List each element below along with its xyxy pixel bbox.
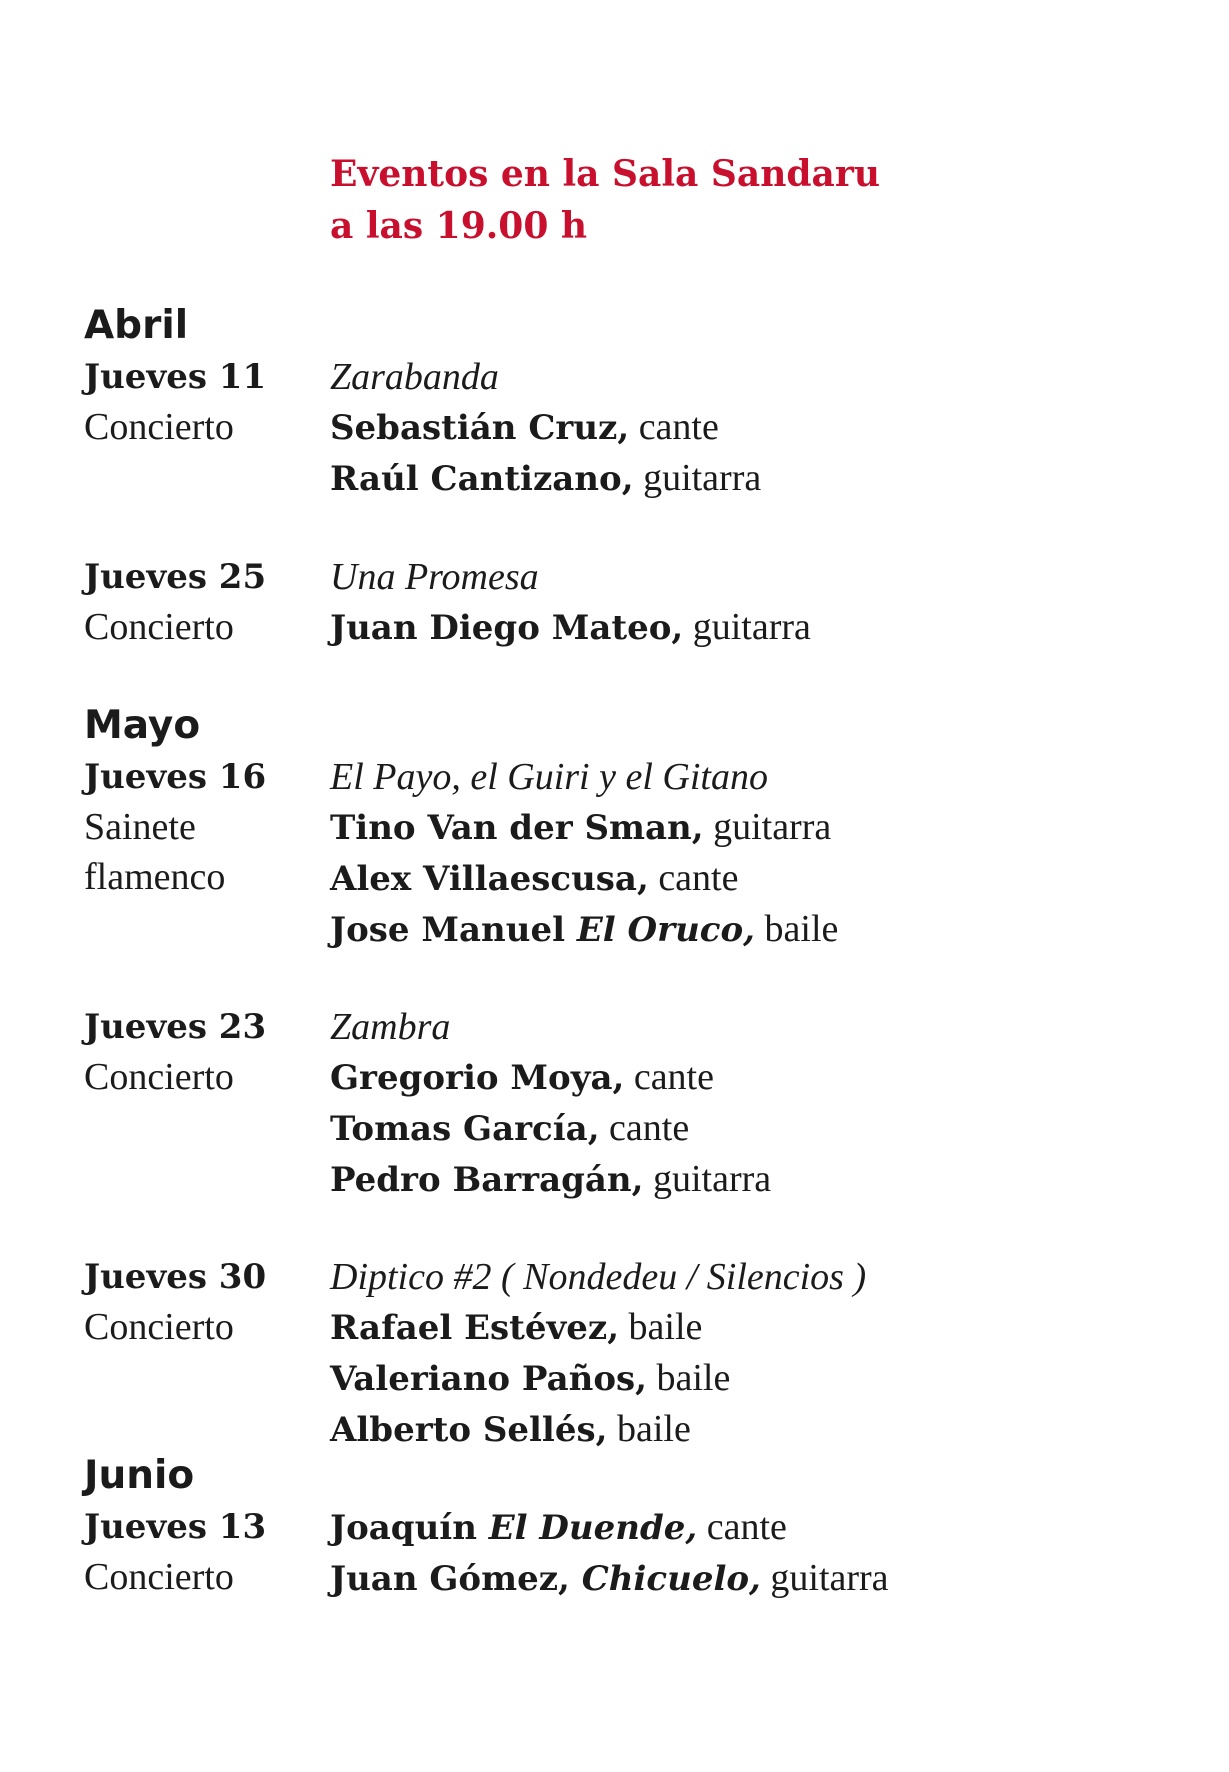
event-title: Diptico #2 ( Nondedeu / Silencios ) — [330, 1256, 867, 1298]
performer-name: Sebastián Cruz — [330, 408, 618, 448]
event-title: El Payo, el Guiri y el Gitano — [330, 756, 768, 798]
event-type: Concierto — [84, 606, 234, 648]
performer-role: guitarra — [643, 1158, 772, 1200]
event-details — [330, 1252, 1210, 1455]
performer-role: guitarra — [760, 1557, 889, 1599]
performer-role: guitarra — [683, 606, 811, 648]
performer-role: guitarra — [703, 806, 832, 848]
event-title: Una Promesa — [330, 556, 539, 598]
event-title: Zambra — [330, 1006, 451, 1048]
performer-sep: , — [636, 859, 649, 899]
performer-sep: , — [671, 608, 684, 648]
performer-line — [330, 1353, 1210, 1404]
performer-role: cante — [648, 857, 739, 899]
performer-line — [330, 1404, 1210, 1455]
performer-line — [330, 1154, 1210, 1205]
performer-sep: , — [617, 408, 630, 448]
event-meta — [84, 552, 314, 652]
performer-sep: , — [691, 808, 704, 848]
performer-line — [330, 853, 1210, 904]
performer-name: Juan Diego Mateo — [330, 608, 672, 648]
event-meta — [84, 1002, 314, 1102]
performer-sep: , — [595, 1410, 608, 1450]
event-date: Jueves 13 — [84, 1507, 267, 1547]
performer-role: baile — [755, 908, 839, 950]
event-type: flamenco — [84, 856, 226, 898]
performer-name: Pedro Barragán — [330, 1160, 632, 1200]
event-type: Concierto — [84, 1556, 234, 1598]
performer-nickname: Chicuelo, — [581, 1559, 761, 1599]
month-heading-mayo: Mayo — [84, 703, 201, 748]
performer-role: baile — [647, 1357, 731, 1399]
performer-line — [330, 802, 1210, 853]
header — [330, 148, 1130, 252]
event-meta — [84, 352, 314, 452]
performer-name: Valeriano Paños — [330, 1359, 636, 1399]
performer-sep: , — [587, 1109, 600, 1149]
performer-name: Joaquín — [330, 1508, 489, 1548]
performer-role: cante — [599, 1107, 690, 1149]
event-title: Zarabanda — [330, 356, 499, 398]
performer-role: baile — [619, 1306, 703, 1348]
performer-name: Jose Manuel — [330, 910, 577, 950]
performer-line — [330, 453, 1210, 504]
month-heading-abril: Abril — [84, 303, 189, 348]
event-type: Concierto — [84, 1306, 234, 1348]
performer-name: Rafael Estévez — [330, 1308, 608, 1348]
event-details — [330, 1002, 1210, 1205]
event-date: Jueves 23 — [84, 1007, 267, 1047]
performer-nickname: El Duende, — [488, 1508, 698, 1548]
header-title: Eventos en la Sala Sandaru — [330, 153, 881, 195]
event-meta — [84, 752, 314, 902]
event-details — [330, 352, 1210, 504]
event-meta — [84, 1502, 314, 1602]
performer-name: Gregorio Moya — [330, 1058, 613, 1098]
performer-line — [330, 402, 1210, 453]
event-details — [330, 752, 1210, 955]
month-heading-junio: Junio — [84, 1453, 195, 1498]
performer-name: Alberto Sellés — [330, 1410, 596, 1450]
performer-line — [330, 1302, 1210, 1353]
event-date: Jueves 25 — [84, 557, 267, 597]
performer-role: cante — [697, 1506, 787, 1548]
event-meta — [84, 1252, 314, 1352]
performer-name: Alex Villaescusa — [330, 859, 637, 899]
performer-role: cante — [629, 406, 719, 448]
event-date: Jueves 11 — [84, 357, 267, 397]
performer-line — [330, 904, 1210, 955]
event-type: Concierto — [84, 1056, 234, 1098]
performer-line — [330, 1502, 1210, 1553]
event-date: Jueves 16 — [84, 757, 267, 797]
event-date: Jueves 30 — [84, 1257, 267, 1297]
event-type: Concierto — [84, 406, 234, 448]
performer-name: Raúl Cantizano — [330, 459, 622, 499]
performer-line — [330, 1103, 1210, 1154]
performer-line — [330, 1553, 1210, 1604]
performer-name: Tomas García — [330, 1109, 588, 1149]
event-details — [330, 1502, 1210, 1604]
performer-role: cante — [624, 1056, 714, 1098]
performer-name: Juan Gómez, — [330, 1559, 582, 1599]
performer-sep: , — [612, 1058, 625, 1098]
performer-nickname: El Oruco, — [576, 910, 756, 950]
performer-line — [330, 1052, 1210, 1103]
performer-role: guitarra — [633, 457, 762, 499]
event-details — [330, 552, 1210, 653]
performer-sep: , — [631, 1160, 644, 1200]
event-type: Sainete — [84, 806, 196, 848]
performer-line — [330, 602, 1210, 653]
performer-name: Tino Van der Sman — [330, 808, 692, 848]
performer-sep: , — [607, 1308, 620, 1348]
performer-role: baile — [607, 1408, 691, 1450]
header-time: a las 19.00 h — [330, 205, 588, 247]
performer-sep: , — [621, 459, 634, 499]
performer-sep: , — [635, 1359, 647, 1399]
